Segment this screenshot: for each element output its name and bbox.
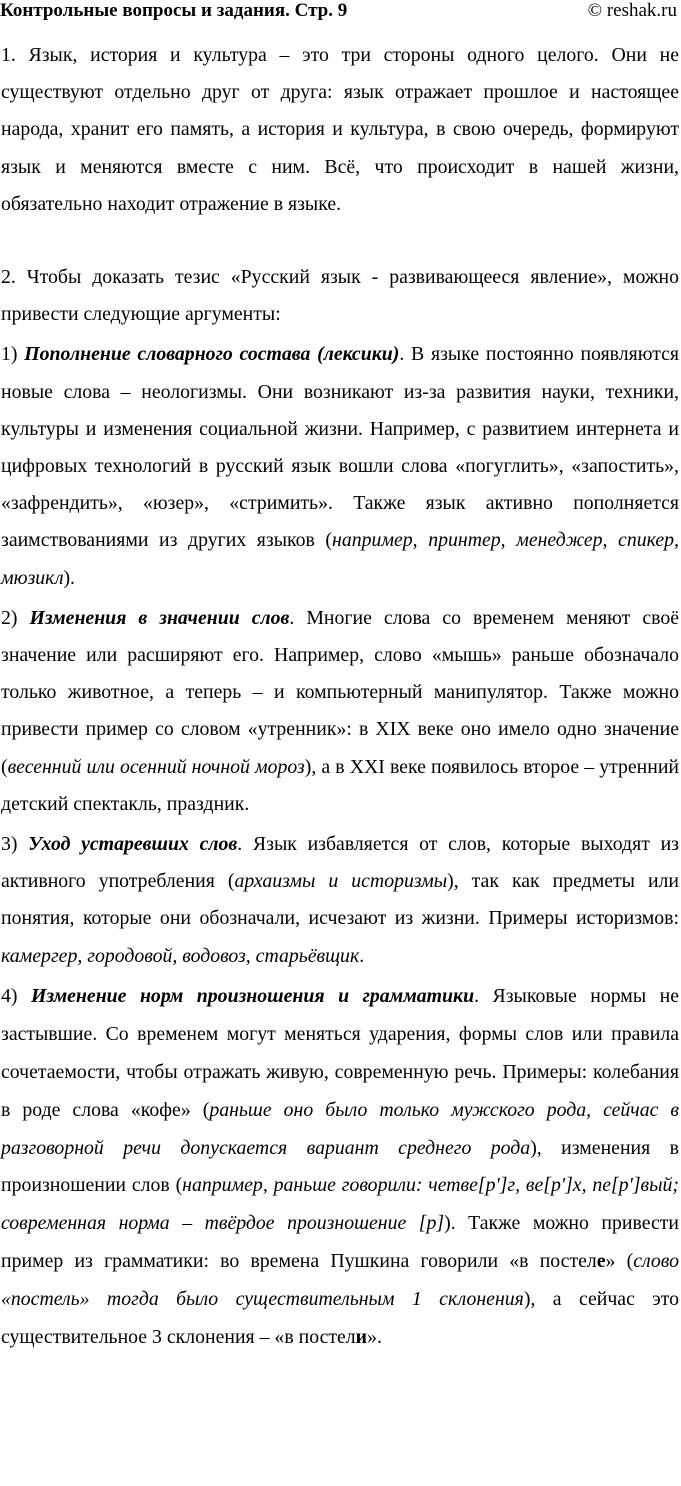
answer-1 — [1, 37, 679, 223]
answer-2-intro-text: 2. Чтобы доказать тезис «Русский язык - развивающееся явление», можно привести следующие аргументы: — [1, 266, 679, 326]
page-header — [0, 0, 681, 26]
argument-4-example-2: например, раньше говорили: четве[р']г, ве[р']х, пе[р']вый; современная норма – твёрдое произношение [р] — [1, 1174, 680, 1235]
argument-4-text: . Языковые нормы не застывшие. Со временем могут меняться ударения, формы слов или правила сочетаемости, чтобы отражать живую, современную речь. Примеры: колебания в роде слова «кофе» ( — [1, 984, 679, 1121]
paragraph-gap — [1, 223, 679, 259]
argument-4-text-end: ». — [367, 1326, 382, 1349]
argument-2-text-end: ), а в XXI веке появилось второе – утренний детский спектакль, праздник. — [1, 755, 680, 815]
argument-4-number: 4) — [1, 984, 31, 1007]
argument-1-example: например, принтер, менеджер, спикер, мюзикл — [1, 529, 679, 589]
argument-4-bold-ending-1: е — [596, 1250, 606, 1273]
argument-1-text-end: ). — [63, 566, 76, 589]
argument-1 — [1, 336, 679, 596]
argument-3-text-end: . — [359, 944, 365, 967]
argument-2-title: Изменения в значении слов — [29, 606, 290, 629]
argument-4-text-5: ), а сейчас это существительное 3 склонения – «в постел — [1, 1288, 679, 1349]
argument-4 — [1, 978, 679, 1357]
argument-3-example-2: камергер, городовой, водовоз, старьёвщик — [1, 944, 360, 967]
argument-3-text: . Язык избавляется от слов, которые выходят из активного употребления ( — [1, 833, 679, 893]
answer-2-intro — [1, 259, 679, 333]
argument-2 — [1, 600, 679, 823]
argument-4-text-2: ), изменения в произношении слов ( — [1, 1136, 679, 1197]
page-title: Контрольные вопросы и задания. Стр. 9 — [0, 0, 348, 21]
argument-3-example-1: архаизмы и историзмы — [234, 870, 448, 893]
argument-1-number: 1) — [1, 343, 25, 366]
argument-2-example: весенний или осенний ночной мороз — [7, 755, 305, 778]
argument-4-bold-ending-2: и — [355, 1326, 368, 1349]
argument-3 — [1, 826, 679, 975]
site-watermark: © reshak.ru — [587, 0, 677, 21]
argument-1-text: . В языке постоянно появляются новые слова – неологизмы. Они возникают из-за развития науки, техники, культуры и изменения социальной жизни. Например, с развитием интернета и цифровых технологий в русский язык вошли слова «погуглить», «запостить», «зафрендить», «юзер», «стримить». Также язык активно пополняется заимствованиями из других языков ( — [1, 343, 679, 552]
argument-3-text-2: ), так как предметы или понятия, которые они обозначали, исчезают из жизни. Примеры историзмов: — [1, 870, 679, 930]
argument-3-number: 3) — [1, 833, 29, 856]
argument-4-example-3: слово «постель» тогда было существительным 1 склонения — [1, 1250, 679, 1311]
argument-4-title: Изменение норм произношения и грамматики — [30, 984, 475, 1007]
argument-4-text-4: » ( — [605, 1250, 634, 1273]
argument-2-number: 2) — [1, 606, 30, 629]
argument-1-title: Пополнение словарного состава (лексики) — [24, 343, 400, 366]
argument-4-example-1: раньше оно было только мужского рода, сейчас в разговорной речи допускается вариант среднего рода — [1, 1098, 679, 1159]
answer-1-text: 1. Язык, история и культура – это три стороны одного целого. Они не существуют отдельно друг от друга: язык отражает прошлое и настоящее народа, хранит его память, а история и культура, в свою очередь, формируют язык и меняются вместе с ним. Всё, что происходит в нашей жизни, обязательно находит отражение в языке. — [1, 44, 679, 215]
argument-3-title: Уход устаревших слов — [28, 833, 238, 856]
argument-2-text: . Многие слова со временем меняют своё значение или расширяют его. Например, слово «мышь» раньше обозначало только животное, а теперь – и компьютерный манипулятор. Также можно привести пример со словом «утренник»: в XIX веке оно имело одно значение ( — [1, 606, 679, 778]
argument-4-text-3: ). Также можно привести пример из грамматики: во времена Пушкина говорили «в постел — [1, 1212, 679, 1273]
answer-content — [1, 37, 679, 1357]
